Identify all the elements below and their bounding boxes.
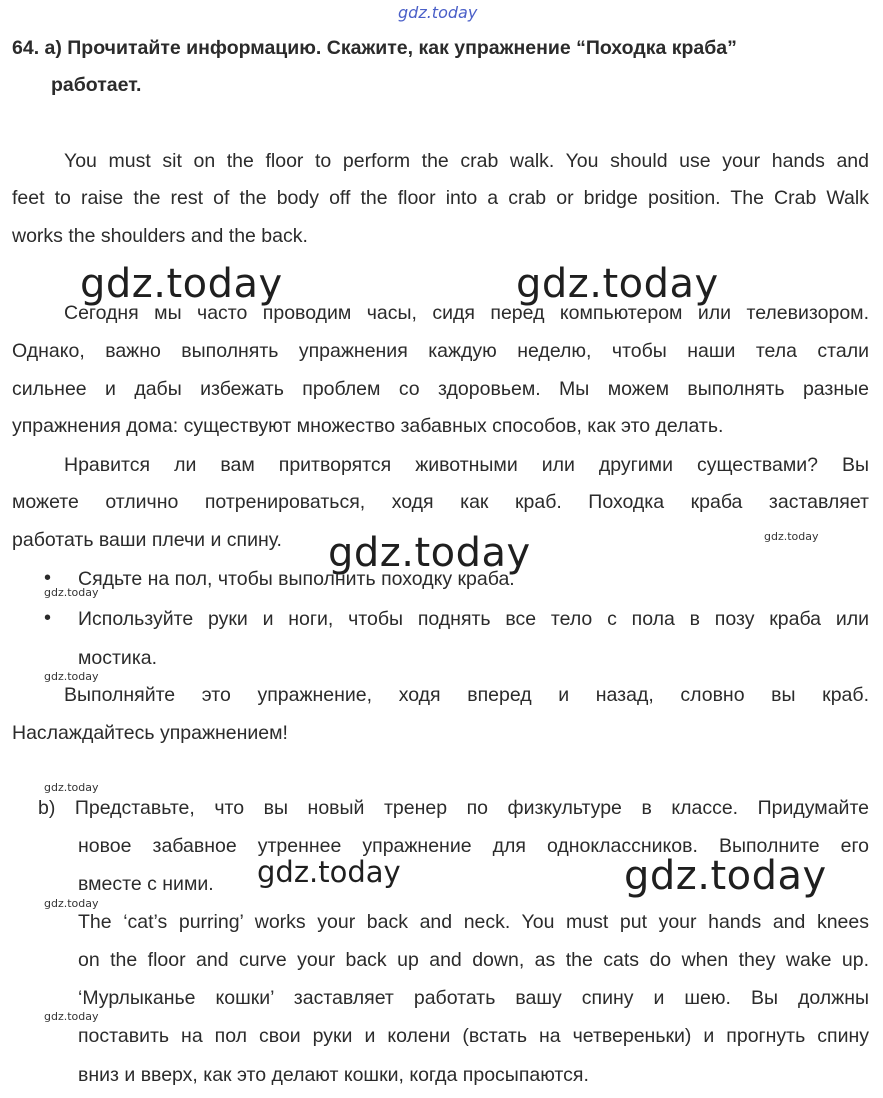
exercise-heading: 64. a) Прочитайте информацию. Скажите, как упражнение “Походка краба” xyxy=(12,37,737,59)
text-line: works the shoulders and the back. xyxy=(12,225,308,247)
exercise-heading-cont: работает. xyxy=(51,74,142,96)
text-line: упражнения дома: существуют множество забавных способов, как это делать. xyxy=(12,415,724,437)
text-line: The ‘cat’s purring’ works your back and neck. You must put your hands and knees xyxy=(78,911,869,933)
watermark-top: gdz.today xyxy=(398,3,478,22)
bullet-icon: • xyxy=(44,607,52,629)
list-item: Используйте руки и ноги, чтобы поднять все тело с пола в позу краба или xyxy=(78,608,869,630)
watermark-small: gdz.today xyxy=(764,530,819,543)
text-line: feet to raise the rest of the body off the floor into a crab or bridge position. The Crab Walk xyxy=(12,187,869,209)
text-line: новое забавное утреннее упражнение для одноклассников. Выполните его xyxy=(78,835,869,857)
watermark-large: gdz.today xyxy=(328,530,531,576)
text-line: on the floor and curve your back up and down, as the cats do when they wake up. xyxy=(78,949,869,971)
watermark-large: gdz.today xyxy=(516,261,719,307)
watermark-small: gdz.today xyxy=(44,897,99,910)
text-line: работать ваши плечи и спину. xyxy=(12,529,282,551)
text-line: вместе с ними. xyxy=(78,873,214,895)
text-line: вниз и вверх, как это делают кошки, когда просыпаются. xyxy=(78,1064,589,1086)
bullet-icon: • xyxy=(44,567,52,589)
watermark-large: gdz.today xyxy=(80,261,283,307)
text-line: можете отлично потренироваться, ходя как краб. Походка краба заставляет xyxy=(12,491,869,513)
text-line: Сегодня мы часто проводим часы, сидя перед компьютером или телевизором. xyxy=(64,302,869,324)
watermark-medium: gdz.today xyxy=(257,855,401,889)
text-line: сильнее и дабы избежать проблем со здоровьем. Мы можем выполнять разные xyxy=(12,378,869,400)
text-line: Однако, важно выполнять упражнения каждую неделю, чтобы наши тела стали xyxy=(12,340,869,362)
text-line: Наслаждайтесь упражнением! xyxy=(12,722,288,744)
text-line: Нравится ли вам притворятся животными или другими существами? Вы xyxy=(64,454,869,476)
text-line: поставить на пол свои руки и колени (встать на четвереньки) и прогнуть спину xyxy=(78,1025,869,1047)
text-line: b) Представьте, что вы новый тренер по физкультуре в классе. Придумайте xyxy=(38,797,869,819)
watermark-large: gdz.today xyxy=(624,853,827,899)
watermark-small: gdz.today xyxy=(44,1010,99,1023)
watermark-small: gdz.today xyxy=(44,586,99,599)
watermark-small: gdz.today xyxy=(44,670,99,683)
list-item: Сядьте на пол, чтобы выполнить походку краба. xyxy=(78,568,515,590)
text-line: Выполняйте это упражнение, ходя вперед и назад, словно вы краб. xyxy=(64,684,869,706)
text-line: ‘Мурлыканье кошки’ заставляет работать вашу спину и шею. Вы должны xyxy=(78,987,869,1009)
text-line: You must sit on the floor to perform the crab walk. You should use your hands and xyxy=(64,150,869,172)
list-item-cont: мостика. xyxy=(78,647,158,669)
watermark-small: gdz.today xyxy=(44,781,99,794)
